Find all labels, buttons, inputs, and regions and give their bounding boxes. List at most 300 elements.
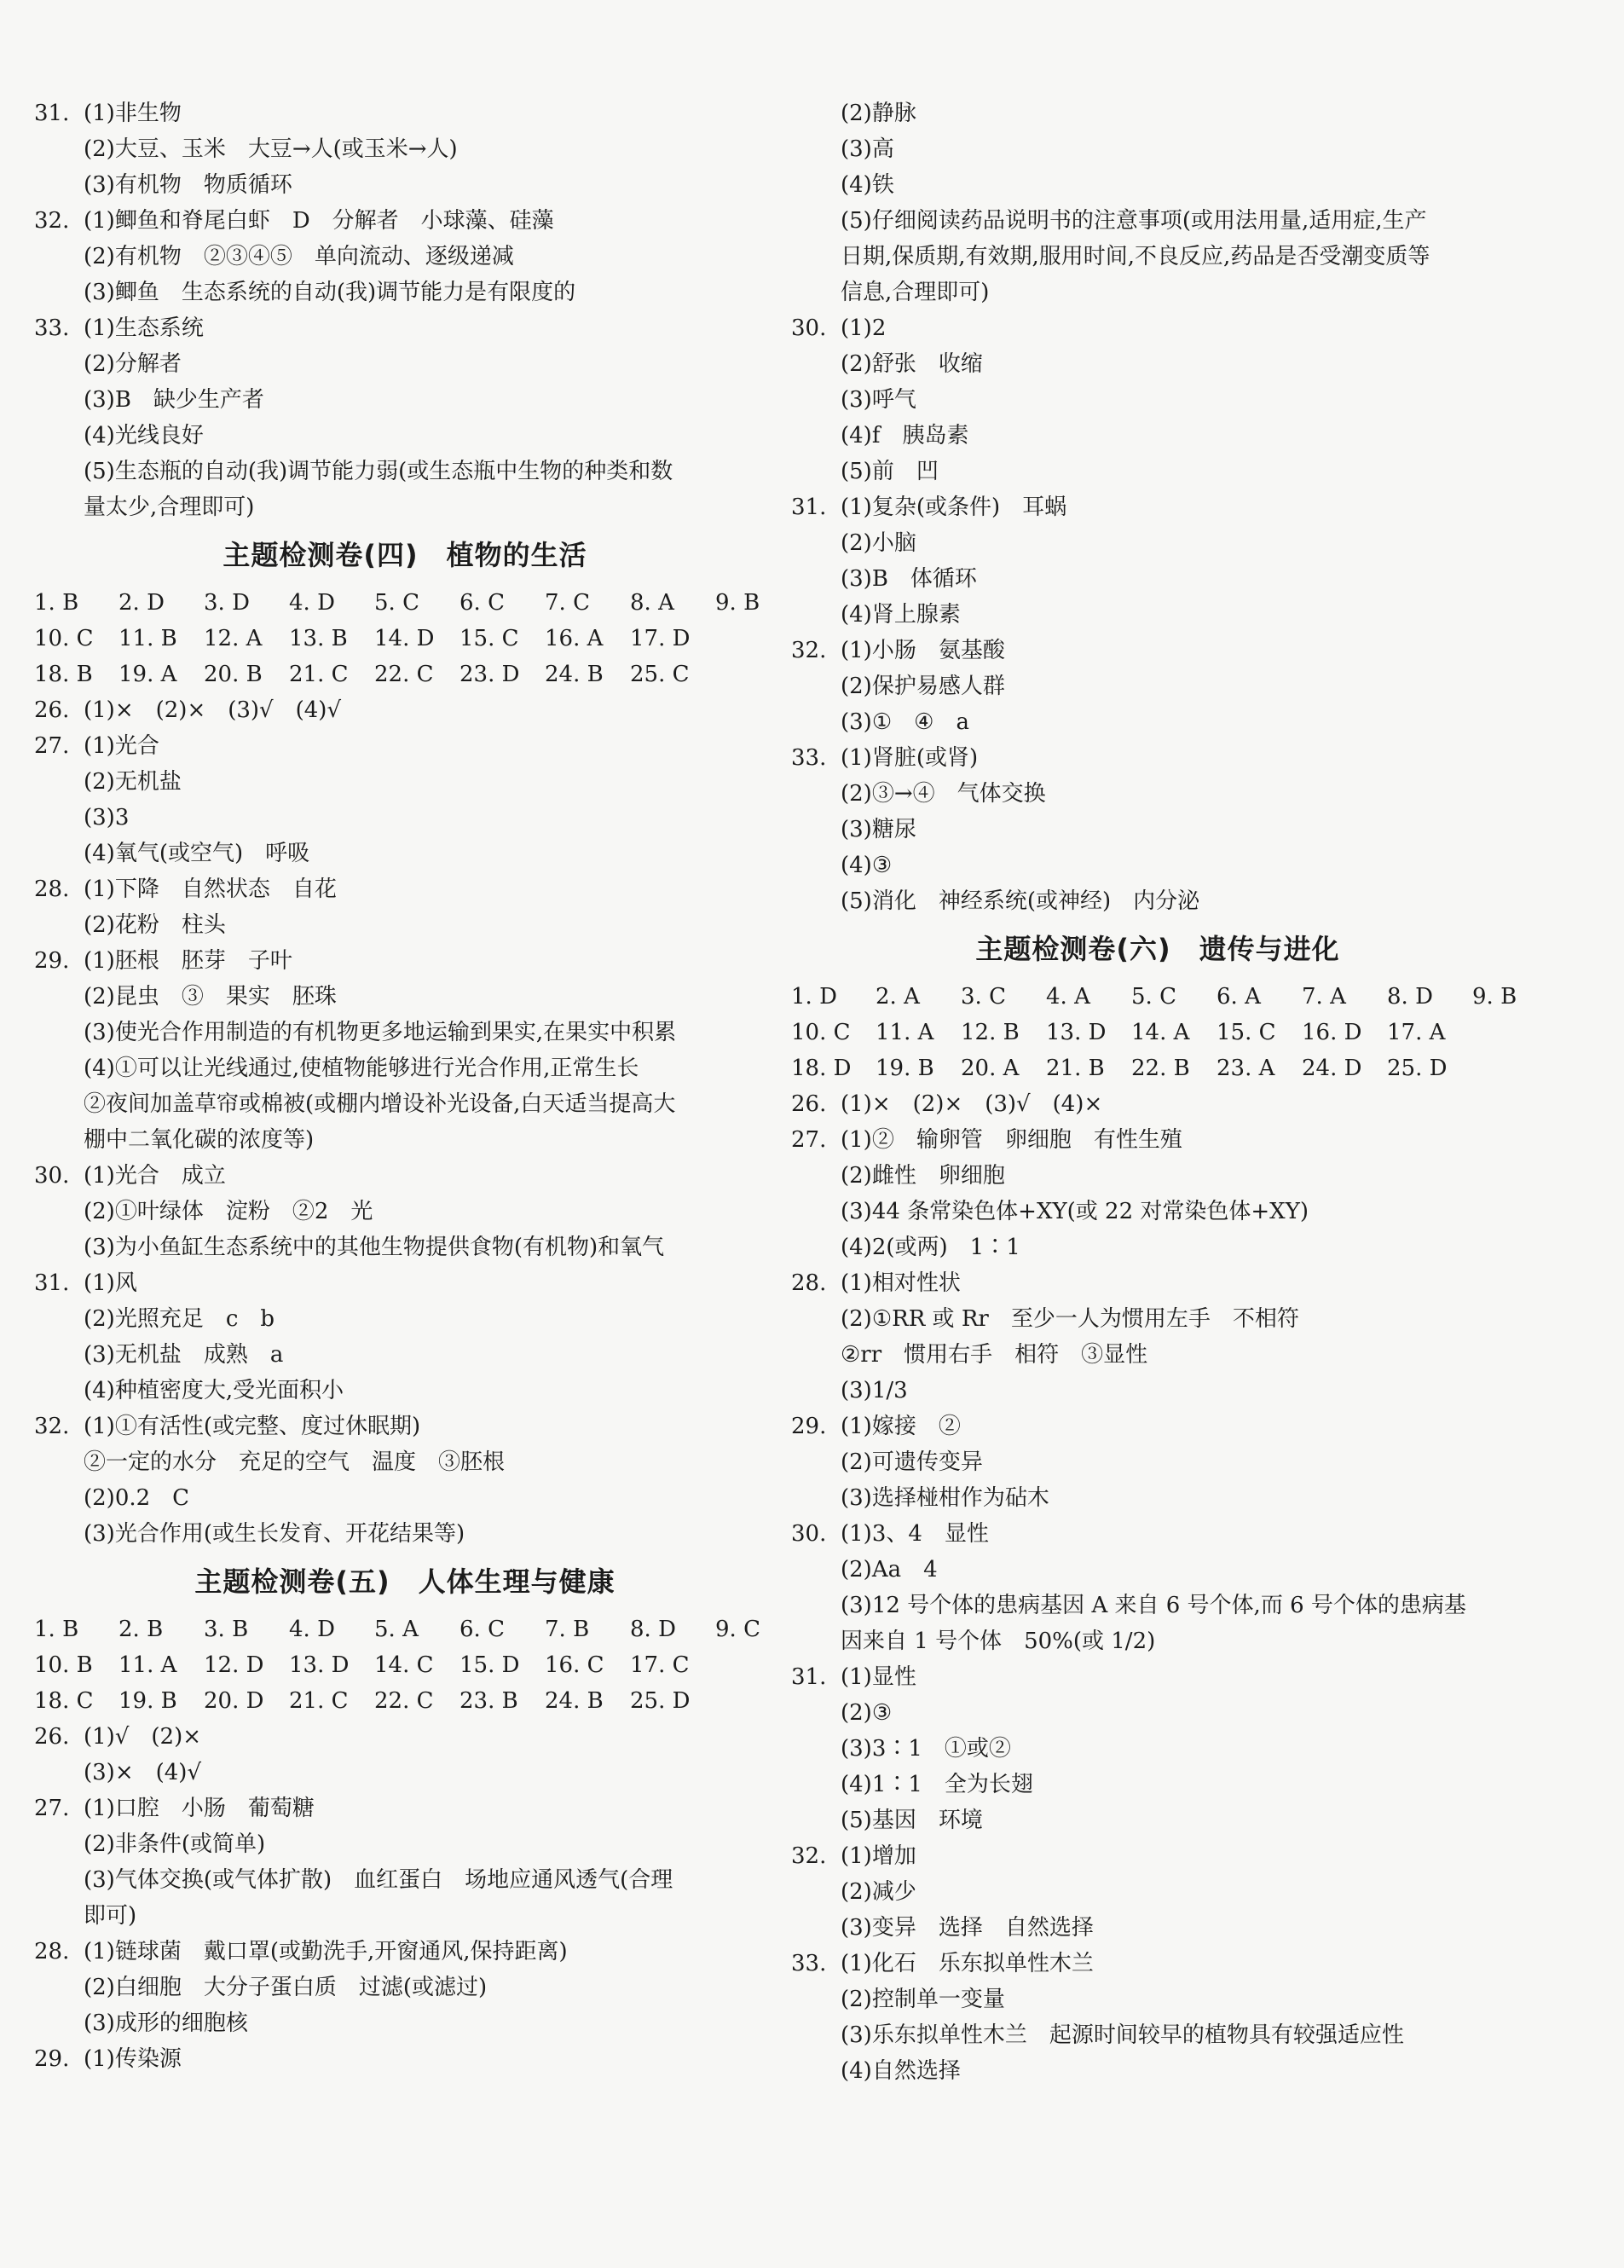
mc-answer: 19. A (118, 662, 177, 687)
answer-line (34, 1015, 776, 1050)
answer-line (791, 1373, 1524, 1409)
mc-answer: 9. B (1472, 984, 1517, 1010)
mc-answer: 14. A (1131, 1020, 1190, 1045)
answer-line (791, 1731, 1524, 1767)
answer-line (34, 1934, 776, 1970)
answer-line (791, 597, 1524, 633)
answer-text: (2)Aa 4 (841, 1557, 938, 1582)
question-number: 33. (791, 745, 827, 771)
answer-line (791, 561, 1524, 597)
answer-text: (3)变异 选择 自然选择 (841, 1915, 1094, 1941)
answer-line (791, 1301, 1524, 1337)
answer-text: (3)气体交换(或气体扩散) 血红蛋白 场地应通风透气(合理 (84, 1867, 673, 1893)
question-number: 32. (791, 638, 827, 663)
mc-answer: 18. D (791, 1056, 852, 1081)
mc-answer: 14. D (374, 626, 435, 651)
mc-row (34, 657, 776, 692)
mc-row (791, 1050, 1524, 1086)
answer-text: 因来自 1 号个体 50%(或 1/2) (841, 1629, 1156, 1654)
answer-text: (3)高 (841, 136, 894, 162)
answer-line (34, 454, 776, 489)
answer-text: (2)分解者 (84, 351, 182, 377)
question-number: 33. (34, 315, 70, 341)
mc-answer: 10. B (34, 1652, 93, 1678)
mc-answer: 20. B (204, 662, 263, 687)
answer-text: ②夜间加盖草帘或棉被(或棚内增设补光设备,白天适当提高大 (84, 1091, 676, 1117)
answer-text: (3)成形的细胞核 (84, 2011, 248, 2036)
answer-text: (3)乐东拟单性木兰 起源时间较早的植物具有较强适应性 (841, 2022, 1404, 2048)
mc-answer: 12. A (204, 626, 263, 651)
section-4-answers (34, 692, 776, 1552)
answer-line (791, 1229, 1524, 1265)
answer-line (34, 131, 776, 167)
answer-text: (3)B 体循环 (841, 566, 977, 592)
answer-line (791, 1982, 1524, 2017)
question-number: 28. (34, 1939, 70, 1964)
answer-text: (3)① ④ a (841, 709, 969, 735)
mc-answers-5 (34, 1611, 776, 1719)
answer-text: (2)①RR 或 Rr 至少一人为惯用左手 不相符 (841, 1306, 1299, 1332)
answer-line (34, 1050, 776, 1086)
answer-text: (3)呼气 (841, 387, 916, 413)
section-3-tail (34, 95, 776, 525)
question-number: 27. (791, 1127, 827, 1153)
question-number: 26. (34, 697, 70, 723)
answer-line (791, 525, 1524, 561)
question-number: 29. (791, 1414, 827, 1439)
mc-answer: 20. A (961, 1056, 1020, 1081)
answer-text: (3)3 (84, 805, 130, 830)
answer-line (34, 275, 776, 310)
question-number: 33. (791, 1951, 827, 1976)
answer-line (791, 740, 1524, 776)
mc-answer: 9. C (715, 1617, 760, 1642)
answer-line (34, 943, 776, 979)
answer-line (791, 382, 1524, 418)
mc-answer: 15. C (459, 626, 519, 651)
answer-text: 日期,保质期,有效期,服用时间,不良反应,药品是否受潮变质等 (841, 244, 1430, 269)
answer-text: (1)化石 乐东拟单性木兰 (841, 1951, 1094, 1976)
answer-line (791, 1194, 1524, 1229)
mc-answer: 10. C (791, 1020, 851, 1045)
answer-text: (1)风 (84, 1270, 137, 1296)
answer-line (791, 883, 1524, 919)
answer-text: (1)肾脏(或肾) (841, 745, 979, 771)
mc-answer: 4. D (289, 590, 335, 616)
mc-answer: 13. B (289, 626, 348, 651)
mc-answer: 11. A (118, 1652, 177, 1678)
mc-answer: 6. C (459, 590, 505, 616)
answer-line (34, 1086, 776, 1122)
mc-row (791, 979, 1524, 1015)
question-number: 27. (34, 733, 70, 759)
answer-text: (3)1/3 (841, 1378, 908, 1403)
mc-answer: 18. C (34, 1688, 94, 1714)
mc-row (34, 621, 776, 657)
mc-answer: 17. D (630, 626, 691, 651)
answer-text: (2)雌性 卵细胞 (841, 1163, 1005, 1189)
mc-answer: 7. B (545, 1617, 590, 1642)
mc-answer: 12. D (204, 1652, 264, 1678)
mc-answer: 23. D (459, 662, 520, 687)
answer-text: (5)前 凹 (841, 459, 939, 484)
answer-line (34, 1409, 776, 1444)
question-number: 31. (34, 101, 70, 126)
answer-line (791, 239, 1524, 275)
answer-text: (3)12 号个体的患病基因 A 来自 6 号个体,而 6 号个体的患病基 (841, 1593, 1466, 1618)
mc-answer: 21. B (1046, 1056, 1105, 1081)
answer-line (791, 346, 1524, 382)
answer-text: (2)大豆、玉米 大豆→人(或玉米→人) (84, 136, 458, 162)
mc-answer: 25. D (630, 1688, 691, 1714)
mc-answer: 5. C (1131, 984, 1176, 1010)
answer-text: (3)无机盐 成熟 a (84, 1342, 284, 1368)
answer-text: (1)光合 (84, 733, 159, 759)
section-heading-6: 主题检测卷(六) 遗传与进化 (975, 933, 1340, 965)
answer-text: (3)3∶1 ①或② (841, 1736, 1011, 1762)
answer-text: 信息,合理即可) (841, 280, 990, 305)
answer-text: (1)生态系统 (84, 315, 204, 341)
answer-text: (2)可遗传变异 (841, 1449, 983, 1475)
answer-text: (3)光合作用(或生长发育、开花结果等) (84, 1521, 465, 1547)
answer-line (34, 692, 776, 728)
mc-answer: 22. B (1131, 1056, 1190, 1081)
answer-line (791, 812, 1524, 848)
answer-line (34, 1862, 776, 1898)
answer-line (791, 1767, 1524, 1802)
answer-text: (2)保护易感人群 (841, 674, 1005, 699)
answer-line (34, 1719, 776, 1755)
answer-text: (3)使光合作用制造的有机物更多地运输到果实,在果实中积累 (84, 1020, 677, 1045)
mc-answer: 5. A (374, 1617, 419, 1642)
answer-line (791, 2017, 1524, 2053)
section-5-answers (34, 1719, 776, 2077)
mc-answer: 1. D (791, 984, 837, 1010)
mc-answer: 19. B (118, 1688, 177, 1714)
answer-line (791, 167, 1524, 203)
answer-text: (4)氧气(或空气) 呼吸 (84, 841, 310, 866)
mc-answer: 17. C (630, 1652, 690, 1678)
answer-line (791, 418, 1524, 454)
answer-text: 棚中二氧化碳的浓度等) (84, 1127, 315, 1153)
mc-answer: 10. C (34, 626, 94, 651)
question-number: 27. (34, 1796, 70, 1821)
answer-line (791, 310, 1524, 346)
mc-answer: 2. D (118, 590, 165, 616)
answer-line (34, 1229, 776, 1265)
answer-line (34, 239, 776, 275)
answer-text: (4)2(或两) 1∶1 (841, 1235, 1020, 1260)
mc-answer: 21. C (289, 1688, 349, 1714)
question-number: 28. (791, 1270, 827, 1296)
answer-line (34, 1158, 776, 1194)
mc-answer: 12. B (961, 1020, 1020, 1045)
answer-line (34, 382, 776, 418)
answer-text: (1)链球菌 戴口罩(或勤洗手,开窗通风,保持距离) (84, 1939, 568, 1964)
answer-text: (4)f 胰岛素 (841, 423, 969, 448)
mc-answer: 1. B (34, 590, 79, 616)
mc-answer: 11. A (876, 1020, 934, 1045)
answer-line (791, 668, 1524, 704)
answer-text: (3)糖尿 (841, 817, 916, 842)
mc-answer: 16. A (545, 626, 604, 651)
mc-answer: 24. B (545, 1688, 604, 1714)
answer-text: (5)基因 环境 (841, 1808, 983, 1833)
answer-line (34, 1898, 776, 1934)
answer-line (34, 979, 776, 1015)
answer-line (34, 346, 776, 382)
answer-line (791, 203, 1524, 239)
mc-answer: 8. D (1387, 984, 1433, 1010)
section-heading-4: 主题检测卷(四) 植物的生活 (223, 539, 587, 571)
mc-answer: 4. D (289, 1617, 335, 1642)
mc-answer: 25. D (1387, 1056, 1448, 1081)
mc-answers-6 (791, 979, 1524, 1086)
answer-line (34, 1122, 776, 1158)
question-number: 30. (791, 315, 827, 341)
answer-text: (4)光线良好 (84, 423, 204, 448)
mc-answer: 2. B (118, 1617, 164, 1642)
mc-answer: 8. A (630, 590, 674, 616)
answer-text: (3)有机物 物质循环 (84, 172, 292, 198)
answer-line (791, 1910, 1524, 1946)
answer-text: (1)小肠 氨基酸 (841, 638, 1005, 663)
answer-line (791, 131, 1524, 167)
question-number: 29. (34, 2046, 70, 2072)
answer-line (34, 1826, 776, 1862)
answer-text: (5)仔细阅读药品说明书的注意事项(或用法用量,适用症,生产 (841, 208, 1427, 234)
answer-line (34, 310, 776, 346)
answer-text: (1)2 (841, 315, 887, 341)
mc-answer: 15. C (1217, 1020, 1276, 1045)
answer-text: (4)铁 (841, 172, 894, 198)
answer-line (791, 1122, 1524, 1158)
answer-text: (4)自然选择 (841, 2058, 961, 2084)
question-number: 28. (34, 877, 70, 902)
mc-answer: 9. B (715, 590, 760, 616)
answer-text: (2)①叶绿体 淀粉 ②2 光 (84, 1199, 373, 1224)
answer-text: (1)非生物 (84, 101, 182, 126)
mc-answer: 14. C (374, 1652, 434, 1678)
answer-line (34, 764, 776, 800)
answer-line (791, 1158, 1524, 1194)
answer-line (34, 1755, 776, 1791)
answer-line (791, 704, 1524, 740)
answer-line (34, 871, 776, 907)
mc-answer: 15. D (459, 1652, 520, 1678)
answer-text: (3)44 条常染色体+XY(或 22 对常染色体+XY) (841, 1199, 1309, 1224)
answer-line (34, 1265, 776, 1301)
answer-text: (2)非条件(或简单) (84, 1831, 266, 1857)
question-number: 31. (791, 495, 827, 520)
question-number: 32. (34, 1414, 70, 1439)
answer-text: (2)无机盐 (84, 769, 182, 795)
answer-text: (2)昆虫 ③ 果实 胚珠 (84, 984, 337, 1010)
mc-row (34, 1647, 776, 1683)
answer-text: (1)光合 成立 (84, 1163, 226, 1189)
answer-text: (3)鲫鱼 生态系统的自动(我)调节能力是有限度的 (84, 280, 576, 305)
answer-line (791, 1946, 1524, 1982)
left-column (34, 95, 776, 2077)
answer-line (34, 2005, 776, 2041)
answer-line (791, 1516, 1524, 1552)
answer-line (791, 1086, 1524, 1122)
mc-answer: 22. C (374, 662, 434, 687)
mc-answer: 3. C (961, 984, 1006, 1010)
answer-line (791, 2053, 1524, 2089)
answer-text: 即可) (84, 1903, 137, 1929)
mc-answer: 20. D (204, 1688, 264, 1714)
answer-text: (3)× (4)√ (84, 1760, 202, 1785)
mc-answer: 17. A (1387, 1020, 1446, 1045)
mc-answer: 13. D (289, 1652, 350, 1678)
mc-answer: 8. D (630, 1617, 676, 1642)
answer-text: 量太少,合理即可) (84, 495, 255, 520)
answer-text: (1)增加 (841, 1843, 916, 1869)
answer-text: (2)光照充足 c b (84, 1306, 275, 1332)
answer-line (34, 1970, 776, 2005)
answer-line (791, 1659, 1524, 1695)
section-6-answers (791, 1086, 1524, 2089)
answer-text: (1)口腔 小肠 葡萄糖 (84, 1796, 315, 1821)
answer-text: (1)显性 (841, 1664, 916, 1690)
answer-text: (2)有机物 ②③④⑤ 单向流动、逐级递减 (84, 244, 514, 269)
answer-line (791, 454, 1524, 489)
answer-line (791, 489, 1524, 525)
answer-line (34, 800, 776, 836)
mc-answer: 7. C (545, 590, 590, 616)
answer-line (791, 1480, 1524, 1516)
answer-text: (2)白细胞 大分子蛋白质 过滤(或滤过) (84, 1975, 488, 2000)
answer-text: (1)①有活性(或完整、度过休眠期) (84, 1414, 421, 1439)
answer-text: (2)花粉 柱头 (84, 912, 226, 938)
mc-row (34, 1611, 776, 1647)
mc-answer: 16. D (1302, 1020, 1362, 1045)
mc-answer: 16. C (545, 1652, 604, 1678)
answer-text: (2)静脉 (841, 101, 916, 126)
answer-line (34, 95, 776, 131)
answer-line (34, 728, 776, 764)
mc-answer: 3. B (204, 1617, 249, 1642)
answer-text: (1)× (2)× (3)√ (4)× (841, 1091, 1103, 1117)
answer-line (34, 489, 776, 525)
question-number: 31. (34, 1270, 70, 1296)
mc-answer: 7. A (1302, 984, 1346, 1010)
question-number: 26. (791, 1091, 827, 1117)
answer-text: (4)种植密度大,受光面积小 (84, 1378, 344, 1403)
answer-line (791, 1409, 1524, 1444)
question-number: 32. (34, 208, 70, 234)
answer-text: (4)1∶1 全为长翅 (841, 1772, 1033, 1797)
right-column (791, 95, 1524, 2089)
mc-answer: 4. A (1046, 984, 1090, 1010)
answer-text: (3)为小鱼缸生态系统中的其他生物提供食物(有机物)和氧气 (84, 1235, 665, 1260)
answer-line (791, 1588, 1524, 1623)
mc-answers-4 (34, 585, 776, 692)
answer-text: (2)小脑 (841, 530, 916, 556)
answer-line (791, 848, 1524, 883)
answer-text: (2)③ (841, 1700, 893, 1726)
answer-text: (4)③ (841, 853, 893, 878)
question-number: 26. (34, 1724, 70, 1750)
answer-line (791, 1874, 1524, 1910)
answer-line (34, 1301, 776, 1337)
question-number: 30. (791, 1521, 827, 1547)
answer-line (791, 1265, 1524, 1301)
answer-text: (2)控制单一变量 (841, 1987, 1005, 2012)
section-heading-5: 主题检测卷(五) 人体生理与健康 (194, 1565, 616, 1598)
mc-answer: 25. C (630, 662, 690, 687)
answer-text: ②rr 惯用右手 相符 ③显性 (841, 1342, 1148, 1368)
answer-text: (2)舒张 收缩 (841, 351, 983, 377)
mc-answer: 23. A (1217, 1056, 1275, 1081)
answer-text: (1)复杂(或条件) 耳蜗 (841, 495, 1067, 520)
mc-answer: 6. C (459, 1617, 505, 1642)
answer-line (34, 1516, 776, 1552)
answer-line (34, 418, 776, 454)
mc-answer: 3. D (204, 590, 250, 616)
question-number: 29. (34, 948, 70, 974)
answer-line (791, 1444, 1524, 1480)
section-5-continued (791, 95, 1524, 919)
mc-answer: 23. B (459, 1688, 518, 1714)
answer-text: (1)相对性状 (841, 1270, 961, 1296)
answer-line (791, 633, 1524, 668)
answer-line (34, 2041, 776, 2077)
answer-line (34, 1791, 776, 1826)
answer-text: (3)B 缺少生产者 (84, 387, 264, 413)
mc-answer: 19. B (876, 1056, 934, 1081)
answer-text: (5)生态瓶的自动(我)调节能力弱(或生态瓶中生物的种类和数 (84, 459, 673, 484)
answer-text: (3)选择椪柑作为砧木 (841, 1485, 1049, 1511)
mc-answer: 2. A (876, 984, 920, 1010)
mc-answer: 22. C (374, 1688, 434, 1714)
answer-text: (1)传染源 (84, 2046, 182, 2072)
answer-line (791, 1838, 1524, 1874)
answer-line (34, 167, 776, 203)
answer-line (791, 776, 1524, 812)
answer-line (34, 203, 776, 239)
answer-line (791, 1337, 1524, 1373)
answer-text: (1)嫁接 ② (841, 1414, 961, 1439)
mc-answer: 21. C (289, 662, 349, 687)
answer-text: (1)② 输卵管 卵细胞 有性生殖 (841, 1127, 1182, 1153)
answer-text: (4)肾上腺素 (841, 602, 961, 628)
mc-answer: 18. B (34, 662, 93, 687)
mc-row (34, 585, 776, 621)
answer-line (791, 95, 1524, 131)
mc-answer: 6. A (1217, 984, 1261, 1010)
answer-text: (1)√ (2)× (84, 1724, 202, 1750)
answer-line (791, 1552, 1524, 1588)
answer-line (791, 1623, 1524, 1659)
mc-answer: 24. D (1302, 1056, 1362, 1081)
answer-line (34, 1373, 776, 1409)
answer-text: (2)0.2 C (84, 1485, 190, 1511)
answer-line (791, 1695, 1524, 1731)
answer-text: (2)减少 (841, 1879, 916, 1905)
question-number: 30. (34, 1163, 70, 1189)
mc-answer: 11. B (118, 626, 177, 651)
question-number: 31. (791, 1664, 827, 1690)
mc-answer: 5. C (374, 590, 419, 616)
answer-text: (1)3、4 显性 (841, 1521, 989, 1547)
answer-line (34, 836, 776, 871)
mc-answer: 1. B (34, 1617, 79, 1642)
answer-text: (5)消化 神经系统(或神经) 内分泌 (841, 888, 1200, 914)
answer-text: ②一定的水分 充足的空气 温度 ③胚根 (84, 1449, 506, 1475)
answer-text: (1)× (2)× (3)√ (4)√ (84, 697, 342, 723)
